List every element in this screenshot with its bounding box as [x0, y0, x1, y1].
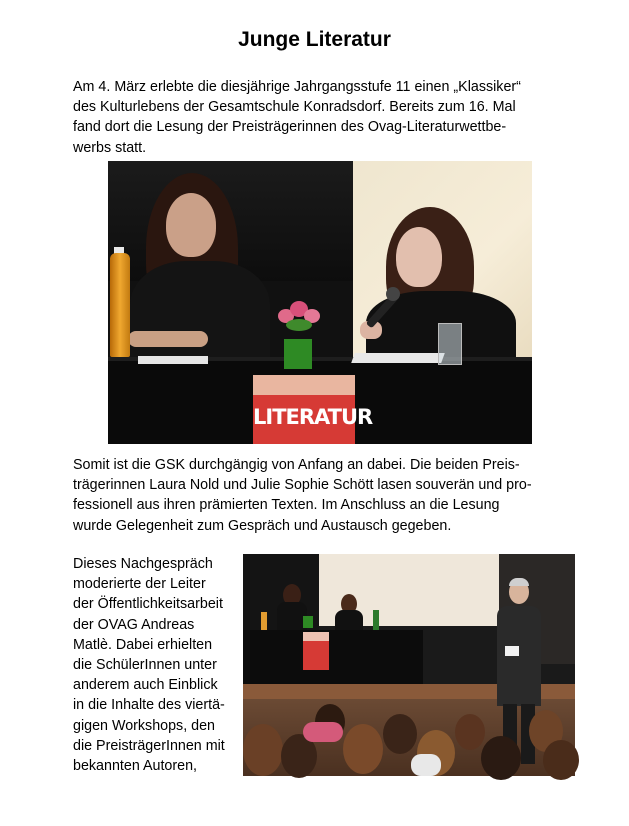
literatur-banner: [253, 375, 373, 444]
paragraph-line: gigen Workshops, den: [73, 717, 215, 734]
flower-pot: [284, 339, 312, 369]
audience-head: [243, 724, 283, 776]
stage-table: [243, 630, 423, 690]
third-paragraph: [73, 554, 225, 776]
paragraph-line: Am 4. März erlebte die diesjährige Jahrgangsstufe 11 einen „Klassiker“: [73, 79, 521, 95]
reading-photo: [108, 161, 532, 444]
juice-bottle: [110, 253, 130, 357]
intro-paragraph: [73, 77, 521, 158]
paragraph-line: trägerinnen Laura Nold und Julie Sophie Schött lasen souverän und pro-: [73, 477, 532, 494]
paragraph-line: wurde Gelegenheit zum Gespräch und Austausch gegeben.: [73, 517, 452, 534]
paragraph-line: der Öffentlichkeitsarbeit: [73, 596, 223, 613]
paragraph-line: fand dort die Lesung der Preisträgerinnen des Ovag-Literaturwettbe-: [73, 119, 507, 136]
paragraph-line: der OVAG Andreas: [73, 616, 195, 633]
paragraph-line: moderierte der Leiter: [73, 576, 206, 593]
paragraph-line: die SchülerInnen unter: [73, 657, 217, 674]
audience-head: [383, 714, 417, 754]
microphone-head: [386, 287, 400, 301]
paragraph-line: Matlè. Dabei erhielten: [73, 636, 213, 653]
water-glass: [438, 323, 462, 365]
page-title: Junge Literatur: [238, 28, 391, 51]
flower-bouquet: [274, 301, 324, 341]
second-paragraph: [73, 455, 532, 536]
audience-head: [481, 736, 521, 780]
paragraph-line: fessionell aus ihren prämierten Texten. Im Anschluss an die Lesung: [73, 497, 500, 514]
paragraph-line: die PreisträgerInnen mit: [73, 737, 225, 754]
audience-head: [455, 714, 485, 750]
paragraph-line: anderem auch Einblick: [73, 677, 218, 694]
paragraph-line: Somit ist die GSK durchgängig von Anfang an dabei. Die beiden Preis-: [73, 457, 520, 473]
paragraph-line: in die Inhalte des viertä-: [73, 697, 225, 714]
paragraph-line: des Kulturlebens der Gesamtschule Konradsdorf. Bereits zum 16. Mal: [73, 99, 516, 116]
paragraph-line: Dieses Nachgespräch: [73, 556, 213, 572]
audience-head: [543, 740, 579, 780]
paragraph-line: bekannten Autoren,: [73, 758, 198, 775]
paragraph-line: werbs statt.: [73, 139, 147, 156]
discussion-photo: [243, 554, 575, 776]
audience-head: [343, 724, 383, 774]
banner-logo-text: LITERATUR: [253, 405, 373, 429]
papers: [351, 353, 445, 363]
literatur-banner: [303, 632, 329, 670]
